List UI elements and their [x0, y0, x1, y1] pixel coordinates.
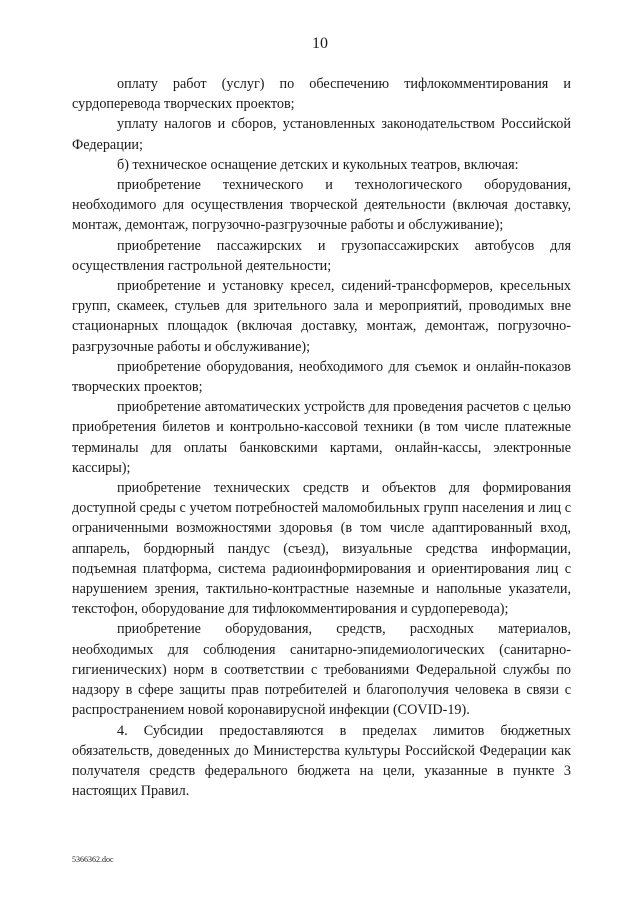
paragraph-accessible-environment: приобретение технических средств и объектов для формирования доступной среды с учетом потребностей маломобильных групп населения и лиц с ограниченными возможностями здоровья (в том числе адаптированный вход, аппарель, бордюрный пандус (съезд), визуальные средства информации, подъемная платформа, система радиоинформирования и ориентирования лиц с нарушением зрения, тактильно-контрастные наземные и напольные указатели, текстофон, оборудование для тифлокомментирования и сурдоперевода); [72, 480, 571, 618]
paragraph-subpoint-b: б) техническое оснащение детских и кукольных театров, включая: [117, 156, 519, 173]
paragraph-sanitary-norms: приобретение оборудования, средств, расходных материалов, необходимых для соблюдения санитарно-эпидемиологических (санитарно-гигиенических) норм в соответствии с требованиями Федеральной службы по надзору в сфере защиты прав потребителей и благополучия человека в связи с распространением новой коронавирусной инфекции (COVID-19). [72, 621, 571, 719]
paragraph-clause-4: 4. Субсидии предоставляются в пределах лимитов бюджетных обязательств, доведенных до Министерства культуры Российской Федерации как получателя средств федерального бюджета на цели, указанные в пункте 3 настоящих Правил. [72, 722, 571, 800]
paragraph-seating: приобретение и установку кресел, сидений-трансформеров, кресельных групп, скамеек, стульев для зрительного зала и мероприятий, проводимых вне стационарных площадок (включая доставку, монтаж, демонтаж, погрузочно-разгрузочные работы и обслуживание); [72, 278, 571, 355]
paragraph-taxes: уплату налогов и сборов, установленных законодательством Российской Федерации; [72, 116, 571, 153]
paragraph-equipment: приобретение технического и технологического оборудования, необходимого для осуществления творческой деятельности (включая доставку, монтаж, демонтаж, погрузочно-разгрузочные работы и обслуживание); [72, 177, 571, 234]
paragraph-tiflo-payment: оплату работ (услуг) по обеспечению тифлокомментирования и сурдоперевода творческих проектов; [72, 76, 571, 113]
paragraph-payment-devices: приобретение автоматических устройств для проведения расчетов с целью приобретения билетов и контрольно-кассовой техники (в том числе платежные терминалы для оплаты банковскими картами, онлайн-кассы, электронные кассиры); [72, 399, 571, 476]
page-number: 10 [312, 35, 328, 52]
paragraph-filming-equipment: приобретение оборудования, необходимого для съемок и онлайн-показов творческих проектов; [72, 358, 571, 396]
paragraph-buses: приобретение пассажирских и грузопассажирских автобусов для осуществления гастрольной деятельности; [72, 237, 571, 274]
document-file-code: 5366362.doc [72, 855, 114, 864]
document-body [72, 74, 571, 801]
